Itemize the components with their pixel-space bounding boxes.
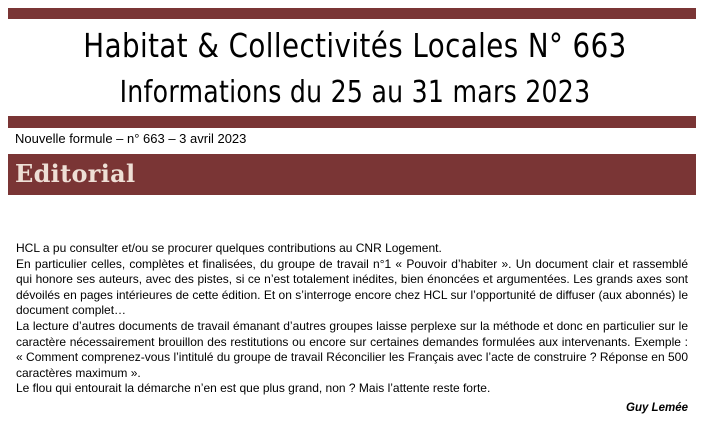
paragraph: La lecture d’autres documents de travail émanant d’autres groupes laisse perplexe sur la méthode et donc en particulier sur le caractère nécessairement brouillon des restitutions ou encore sur certaines demandes formulées aux intervenants. Exemple : « Comment comprenez-vous l’intitulé du groupe de travail Réconcilier les Français avec l’acte de construire ? Réponse en 500 caractères maximum ». [16, 318, 688, 380]
paragraph: HCL a pu consulter et/ou se procurer quelques contributions au CNR Logement. [16, 241, 442, 255]
editorial-body [16, 241, 688, 397]
paragraph: En particulier celles, complètes et finalisées, du groupe de travail n°1 « Pouvoir d’habiter ». Un document clair et rassemblé qui honore ses auteurs, avec des pistes, si ce n’est totalement inédites, bien énoncées et argumentées. Les grands axes sont dévoilés en pages intérieures de cette édition. Et on s’interroge encore chez HCL sur l’opportunité de diffuser (aux abonnés) le document complet… [16, 256, 688, 318]
page-subtitle: Informations du 25 au 31 mars 2023 [119, 75, 591, 110]
paragraph: Le flou qui entourait la démarche n’en est que plus grand, non ? Mais l’attente reste forte. [16, 381, 491, 396]
top-divider-bar [8, 8, 696, 19]
page-title: Habitat & Collectivités Locales N° 663 [83, 26, 627, 65]
section-header [8, 154, 696, 195]
section-title: Editorial [15, 159, 136, 188]
issue-info: Nouvelle formule – n° 663 – 3 avril 2023 [15, 131, 247, 146]
author-signature: Guy Lemée [626, 402, 688, 414]
header-divider-bar [8, 116, 696, 128]
